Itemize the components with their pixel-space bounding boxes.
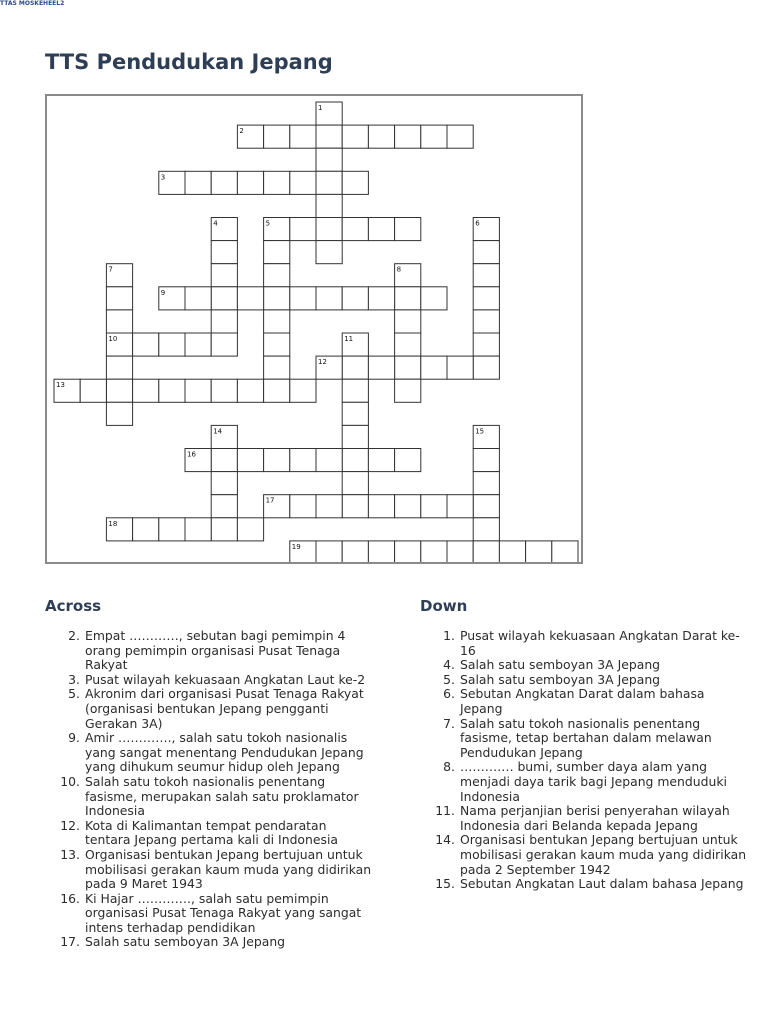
down-clue [420,673,750,688]
down-clue-text: Sebutan Angkatan Laut dalam bahasa Jepang [460,876,744,892]
across-clue [45,629,375,673]
grid-cell[interactable] [211,379,237,402]
crossword-grid [47,96,581,562]
down-clue-text: Pusat wilayah kekuasaan Angkatan Darat ke-16 [460,628,740,658]
across-clue [45,687,375,731]
grid-cell[interactable] [395,218,421,241]
down-clue-text: Organisasi bentukan Jepang bertujuan untuk mobilisasi gerakan kaum muda yang didirikan pada 2 September 1942 [460,832,747,877]
grid-cell[interactable] [264,310,290,333]
grid-cell[interactable] [316,541,342,562]
down-clue-number: 5. [443,671,455,687]
grid-cell[interactable] [211,449,237,472]
grid-cell[interactable] [316,287,342,310]
grid-cell[interactable] [395,379,421,402]
grid-cell[interactable] [499,541,525,562]
grid-cell[interactable] [473,541,499,562]
grid-cell[interactable] [237,287,263,310]
grid-cell[interactable] [316,148,342,171]
across-clue [45,935,375,950]
grid-clue-number: 14 [213,427,223,436]
grid-cell[interactable] [264,171,290,194]
grid-cell[interactable] [264,449,290,472]
grid-cell[interactable] [133,333,159,356]
grid-cell[interactable] [106,310,132,333]
grid-cell[interactable] [342,402,368,425]
grid-clue-number: 8 [396,265,402,274]
grid-cell[interactable] [526,541,552,562]
grid-cell[interactable] [342,218,368,241]
grid-cell[interactable] [395,125,421,148]
grid-cell[interactable] [447,541,473,562]
across-clue [45,848,375,892]
across-clue [45,819,375,848]
grid-cell[interactable] [473,472,499,495]
down-clue-number: 1. [443,628,455,643]
grid-clue-number: 1 [318,104,323,112]
grid-cell[interactable] [368,356,394,379]
grid-cell[interactable] [290,449,316,472]
grid-clue-number: 12 [318,358,327,367]
across-clue-number: 2. [68,628,80,643]
grid-cell[interactable] [211,264,237,287]
grid-cell[interactable] [447,125,473,148]
grid-cell[interactable] [264,125,290,148]
grid-clue-number: 16 [187,450,196,459]
grid-cell[interactable] [316,495,342,518]
grid-cell[interactable] [264,356,290,379]
grid-cell[interactable] [159,333,185,356]
grid-cell[interactable] [159,379,185,402]
down-clue-number: 15. [435,876,455,892]
across-clue-text: Amir …………., salah satu tokoh nasionalis yang sangat menentang Pendudukan Jepang yang dihukum seumur hidup oleh Jepang [85,730,364,775]
grid-cell[interactable] [421,287,447,310]
grid-clue-number: 19 [291,542,301,551]
grid-clue-number: 2 [239,127,244,136]
across-clue [45,775,375,819]
grid-cell[interactable] [237,518,263,541]
grid-cell[interactable] [368,218,394,241]
down-clue-number: 7. [443,715,455,731]
down-clue [420,717,750,761]
grid-cell[interactable] [237,449,263,472]
grid-cell[interactable] [133,379,159,402]
grid-cell[interactable] [316,171,342,194]
down-clue-number: 8. [443,759,455,775]
grid-cell[interactable] [342,449,368,472]
across-clue [45,673,375,688]
grid-cell[interactable] [211,518,237,541]
grid-cell[interactable] [316,218,342,241]
grid-cell[interactable] [185,333,211,356]
grid-cell[interactable] [106,287,132,310]
grid-cell[interactable] [395,495,421,518]
across-clue-text: Ki Hajar …………., salah satu pemimpin organisasi Pusat Tenaga Rakyat yang sangat intens terhadap pendidikan [85,890,362,935]
grid-clue-number: 5 [265,219,271,228]
grid-cell[interactable] [159,518,185,541]
grid-cell[interactable] [342,472,368,495]
across-clue-text: Organisasi bentukan Jepang bertujuan untuk mobilisasi gerakan kaum muda yang didirikan pada 9 Maret 1943 [85,846,372,892]
grid-cell[interactable] [211,495,237,518]
across-clue-text: Salah satu tokoh nasionalis penentang fasisme, merupakan salah satu proklamator Indonesia [85,773,359,819]
down-clue [420,658,750,673]
grid-cell[interactable] [211,171,237,194]
grid-cell[interactable] [552,541,578,562]
grid-cell[interactable] [237,171,263,194]
grid-cell[interactable] [290,218,316,241]
grid-cell[interactable] [395,287,421,310]
down-heading: Down [420,597,468,615]
down-clue-text: Sebutan Angkatan Darat dalam bahasa Jepang [460,686,705,716]
grid-clue-number: 10 [108,335,118,343]
grid-cell[interactable] [368,541,394,562]
down-clue-text: Salah satu semboyan 3A Jepang [460,657,661,673]
grid-cell[interactable] [290,125,316,148]
grid-cell[interactable] [211,310,237,333]
grid-clue-number: 18 [108,519,118,528]
across-clue-number: 12. [60,817,80,833]
grid-cell[interactable] [395,449,421,472]
across-clue-text: Akronim dari organisasi Pusat Tenaga Rakyat (organisasi bentukan Jepang pengganti Gerakan 3A) [85,686,364,731]
grid-cell[interactable] [473,333,499,356]
grid-cell[interactable] [473,356,499,379]
grid-cell[interactable] [368,125,394,148]
across-clue-text: Empat …………, sebutan bagi pemimpin 4 orang pemimpin organisasi Pusat Tenaga Rakyat [85,628,346,673]
grid-cell[interactable] [473,449,499,472]
grid-clue-number: 17 [265,496,275,505]
grid-cell[interactable] [211,472,237,495]
down-clue [420,833,750,877]
grid-cell[interactable] [316,449,342,472]
grid-cell[interactable] [106,402,132,425]
grid-cell[interactable] [473,264,499,287]
grid-cell[interactable] [211,287,237,310]
across-clue-text: Salah satu semboyan 3A Jepang [85,934,286,950]
grid-cell[interactable] [185,287,211,310]
down-clue-text: Nama perjanjian berisi penyerahan wilayah Indonesia dari Belanda kepada Jepang [460,803,730,833]
grid-cell[interactable] [264,287,290,310]
grid-cell[interactable] [342,379,368,402]
grid-cell[interactable] [342,287,368,310]
grid-cell[interactable] [473,287,499,310]
down-clue-number: 4. [443,657,455,673]
grid-cell[interactable] [106,356,132,379]
grid-cell[interactable] [368,495,394,518]
down-clue [420,877,750,892]
down-clue-number: 11. [435,803,455,819]
across-clue-number: 13. [60,846,80,862]
down-clue [420,687,750,716]
across-clue-number: 17. [60,934,80,950]
across-clue-number: 3. [68,671,80,687]
grid-cell[interactable] [133,518,159,541]
grid-cell[interactable] [342,171,368,194]
down-clue-text: …………. bumi, sumber daya alam yang menjadi daya tarik bagi Jepang menduduki Indonesia [460,759,727,804]
grid-cell[interactable] [185,379,211,402]
grid-cell[interactable] [316,125,342,148]
across-clue [45,892,375,936]
grid-cell[interactable] [316,241,342,264]
down-clue [420,760,750,804]
grid-cell[interactable] [395,333,421,356]
grid-cell[interactable] [421,541,447,562]
grid-cell[interactable] [421,356,447,379]
grid-clue-number: 13 [56,381,65,390]
across-clue-number: 10. [60,773,80,789]
grid-cell[interactable] [342,125,368,148]
grid-cell[interactable] [473,518,499,541]
grid-cell[interactable] [473,310,499,333]
grid-cell[interactable] [290,379,316,402]
grid-cell[interactable] [395,541,421,562]
down-clue [420,804,750,833]
grid-clue-number: 4 [213,219,218,228]
across-clue-number: 16. [60,890,80,906]
grid-cell[interactable] [264,264,290,287]
across-clue-number: 9. [68,730,80,746]
grid-cell[interactable] [368,287,394,310]
grid-clue-number: 9 [160,288,166,297]
grid-cell[interactable] [447,495,473,518]
grid-clue-number: 3 [160,173,166,182]
grid-cell[interactable] [264,241,290,264]
grid-cell[interactable] [237,379,263,402]
grid-clue-number: 15 [475,427,485,436]
grid-clue-number: 6 [475,219,480,228]
grid-cell[interactable] [447,356,473,379]
grid-cell[interactable] [342,495,368,518]
crossword-grid-frame [45,94,583,564]
grid-cell[interactable] [290,495,316,518]
grid-clue-number: 11 [344,335,354,343]
grid-cell[interactable] [473,495,499,518]
grid-cell[interactable] [368,449,394,472]
down-clue-number: 6. [443,686,455,702]
across-clue-text: Pusat wilayah kekuasaan Angkatan Laut ke-2 [85,671,366,687]
grid-cell[interactable] [316,194,342,217]
down-clue-text: Salah satu tokoh nasionalis penentang fasisme, tetap bertahan dalam melawan Pendudukan Jepang [460,715,712,760]
grid-cell[interactable] [211,333,237,356]
across-heading: Across [45,597,102,615]
grid-cell[interactable] [342,541,368,562]
grid-cell[interactable] [342,356,368,379]
grid-cell[interactable] [395,310,421,333]
grid-cell[interactable] [106,379,132,402]
down-clue-list [420,629,750,892]
grid-cell[interactable] [473,241,499,264]
across-clue [45,731,375,775]
grid-cell[interactable] [290,171,316,194]
grid-cell[interactable] [185,171,211,194]
across-clue-list [45,629,375,950]
grid-clue-number: 7 [108,265,113,274]
grid-cell[interactable] [211,241,237,264]
down-clue [420,629,750,658]
grid-cell[interactable] [421,125,447,148]
page-title: TTS Pendudukan Jepang [45,50,333,74]
grid-cell[interactable] [342,425,368,448]
grid-cell[interactable] [80,379,106,402]
grid-cell[interactable] [421,495,447,518]
across-clue-text: Kota di Kalimantan tempat pendaratan tentara Jepang pertama kali di Indonesia [85,817,338,848]
down-clue-text: Salah satu semboyan 3A Jepang [460,671,661,687]
down-clue-number: 14. [435,832,455,848]
grid-cell[interactable] [264,333,290,356]
grid-cell[interactable] [264,379,290,402]
grid-cell[interactable] [290,287,316,310]
grid-cell[interactable] [395,356,421,379]
grid-cell[interactable] [185,518,211,541]
across-clue-number: 5. [68,686,80,702]
brand-logo: TTAS MOSKEHEEL2 [0,0,65,7]
